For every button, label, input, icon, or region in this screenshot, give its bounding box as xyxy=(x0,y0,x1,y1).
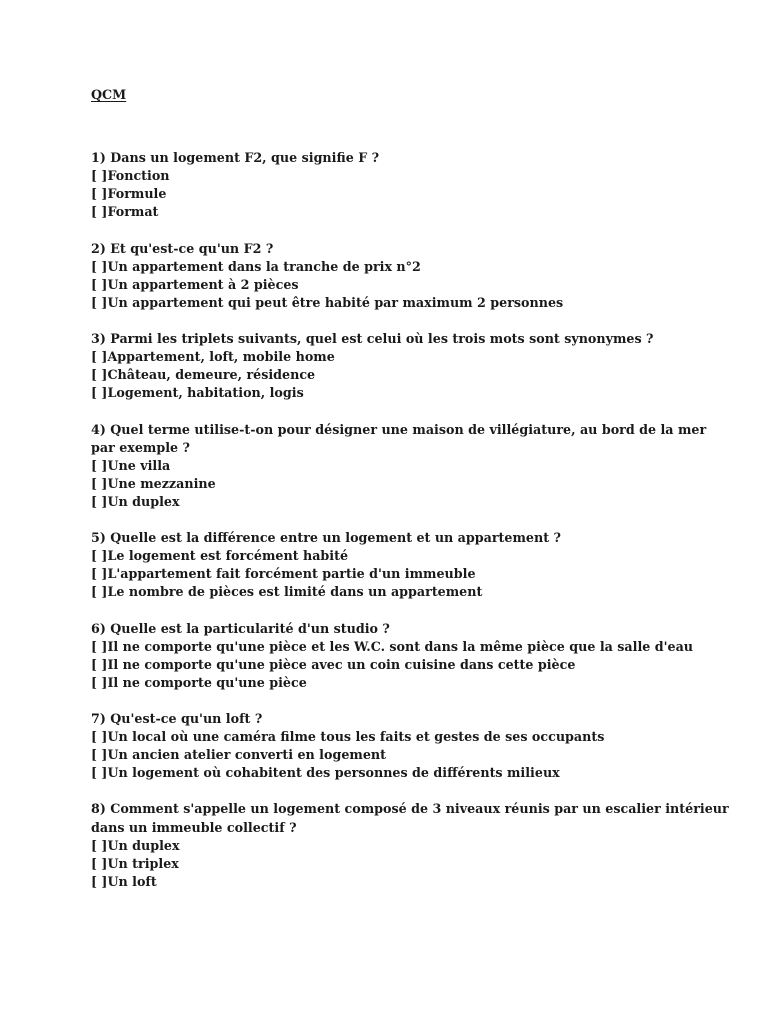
question-5 xyxy=(91,529,731,601)
answer-label: Un ancien atelier converti en logement xyxy=(107,747,386,763)
answer-option[interactable] xyxy=(91,565,731,583)
answer-label: Il ne comporte qu'une pièce xyxy=(107,674,307,690)
answer-label: Logement, habitation, logis xyxy=(107,385,304,401)
document-title: QCM xyxy=(91,87,127,102)
answer-option[interactable] xyxy=(91,746,731,764)
checkbox-mark[interactable]: [ ] xyxy=(91,475,108,491)
checkbox-mark[interactable]: [ ] xyxy=(91,674,108,690)
answer-option[interactable] xyxy=(91,493,731,511)
answer-option[interactable] xyxy=(91,366,731,384)
answer-option[interactable] xyxy=(91,276,731,294)
answer-option[interactable] xyxy=(91,457,731,475)
question-4 xyxy=(91,421,731,511)
answer-label: Il ne comporte qu'une pièce et les W.C. sont dans la même pièce que la salle d'eau xyxy=(107,638,694,654)
answer-option[interactable] xyxy=(91,258,731,276)
checkbox-mark[interactable]: [ ] xyxy=(91,584,108,600)
answer-label: Une mezzanine xyxy=(107,475,216,491)
question-text: 3) Parmi les triplets suivants, quel est celui où les trois mots sont synonymes ? xyxy=(91,331,654,347)
question-7 xyxy=(91,710,731,782)
checkbox-mark[interactable]: [ ] xyxy=(91,656,108,672)
answer-option[interactable] xyxy=(91,348,731,366)
checkbox-mark[interactable]: [ ] xyxy=(91,548,108,564)
document-page xyxy=(91,86,731,909)
answer-option[interactable] xyxy=(91,384,731,402)
answer-option[interactable] xyxy=(91,583,731,601)
answer-option[interactable] xyxy=(91,167,731,185)
answer-option[interactable] xyxy=(91,873,731,891)
question-text: 7) Qu'est-ce qu'un loft ? xyxy=(91,711,263,726)
checkbox-mark[interactable]: [ ] xyxy=(91,747,108,763)
answer-label: Un triplex xyxy=(107,855,179,871)
answer-label: Le logement est forcément habité xyxy=(107,548,349,564)
question-2 xyxy=(91,240,731,312)
checkbox-mark[interactable]: [ ] xyxy=(91,493,108,509)
answer-option[interactable] xyxy=(91,638,731,656)
answer-option[interactable] xyxy=(91,674,731,692)
question-text: 4) Quel terme utilise-t-on pour désigner une maison de villégiature, au bord de la mer par exemple ? xyxy=(91,421,707,455)
checkbox-mark[interactable]: [ ] xyxy=(91,566,108,582)
question-3 xyxy=(91,330,731,402)
answer-option[interactable] xyxy=(91,475,731,493)
answer-option[interactable] xyxy=(91,547,731,565)
question-6 xyxy=(91,620,731,692)
question-1 xyxy=(91,149,731,221)
answer-label: Un appartement dans la tranche de prix n°2 xyxy=(107,258,421,274)
answer-label: Un logement où cohabitent des personnes de différents milieux xyxy=(107,765,560,781)
checkbox-mark[interactable]: [ ] xyxy=(91,204,108,220)
question-text: 6) Quelle est la particularité d'un studio ? xyxy=(91,620,390,636)
answer-option[interactable] xyxy=(91,837,731,855)
checkbox-mark[interactable]: [ ] xyxy=(91,638,108,654)
checkbox-mark[interactable]: [ ] xyxy=(91,765,108,781)
answer-option[interactable] xyxy=(91,764,731,782)
answer-label: Un local où une caméra filme tous les faits et gestes de ses occupants xyxy=(107,729,605,745)
answer-option[interactable] xyxy=(91,185,731,203)
answer-label: Le nombre de pièces est limité dans un appartement xyxy=(107,584,483,600)
answer-option[interactable] xyxy=(91,728,731,746)
checkbox-mark[interactable]: [ ] xyxy=(91,367,108,383)
checkbox-mark[interactable]: [ ] xyxy=(91,276,108,292)
checkbox-mark[interactable]: [ ] xyxy=(91,258,108,274)
checkbox-mark[interactable]: [ ] xyxy=(91,294,108,310)
checkbox-mark[interactable]: [ ] xyxy=(91,729,108,745)
checkbox-mark[interactable]: [ ] xyxy=(91,457,108,473)
question-text: 8) Comment s'appelle un logement composé de 3 niveaux réunis par un escalier intérieur dans un immeuble collectif ? xyxy=(91,801,729,835)
answer-option[interactable] xyxy=(91,203,731,221)
answer-option[interactable] xyxy=(91,294,731,312)
answer-label: Un loft xyxy=(107,873,157,889)
checkbox-mark[interactable]: [ ] xyxy=(91,349,108,365)
answer-label: Un duplex xyxy=(107,493,180,509)
answer-label: Une villa xyxy=(107,457,171,473)
answer-label: Format xyxy=(107,204,159,220)
question-text: 5) Quelle est la différence entre un logement et un appartement ? xyxy=(91,530,561,546)
checkbox-mark[interactable]: [ ] xyxy=(91,186,108,202)
answer-label: Formule xyxy=(107,186,167,202)
answer-label: Un duplex xyxy=(107,837,180,853)
answer-label: L'appartement fait forcément partie d'un immeuble xyxy=(107,566,476,582)
checkbox-mark[interactable]: [ ] xyxy=(91,168,108,184)
checkbox-mark[interactable]: [ ] xyxy=(91,385,108,401)
answer-label: Fonction xyxy=(107,168,170,184)
answer-label: Château, demeure, résidence xyxy=(107,367,316,383)
question-text: 2) Et qu'est-ce qu'un F2 ? xyxy=(91,240,274,256)
question-8 xyxy=(91,800,731,890)
checkbox-mark[interactable]: [ ] xyxy=(91,837,108,853)
answer-option[interactable] xyxy=(91,656,731,674)
answer-option[interactable] xyxy=(91,855,731,873)
answer-label: Un appartement qui peut être habité par maximum 2 personnes xyxy=(107,294,564,310)
answer-label: Appartement, loft, mobile home xyxy=(107,349,335,365)
checkbox-mark[interactable]: [ ] xyxy=(91,855,108,871)
question-text: 1) Dans un logement F2, que signifie F ? xyxy=(91,150,380,166)
answer-label: Il ne comporte qu'une pièce avec un coin cuisine dans cette pièce xyxy=(107,656,576,672)
checkbox-mark[interactable]: [ ] xyxy=(91,873,108,889)
answer-label: Un appartement à 2 pièces xyxy=(107,276,299,292)
